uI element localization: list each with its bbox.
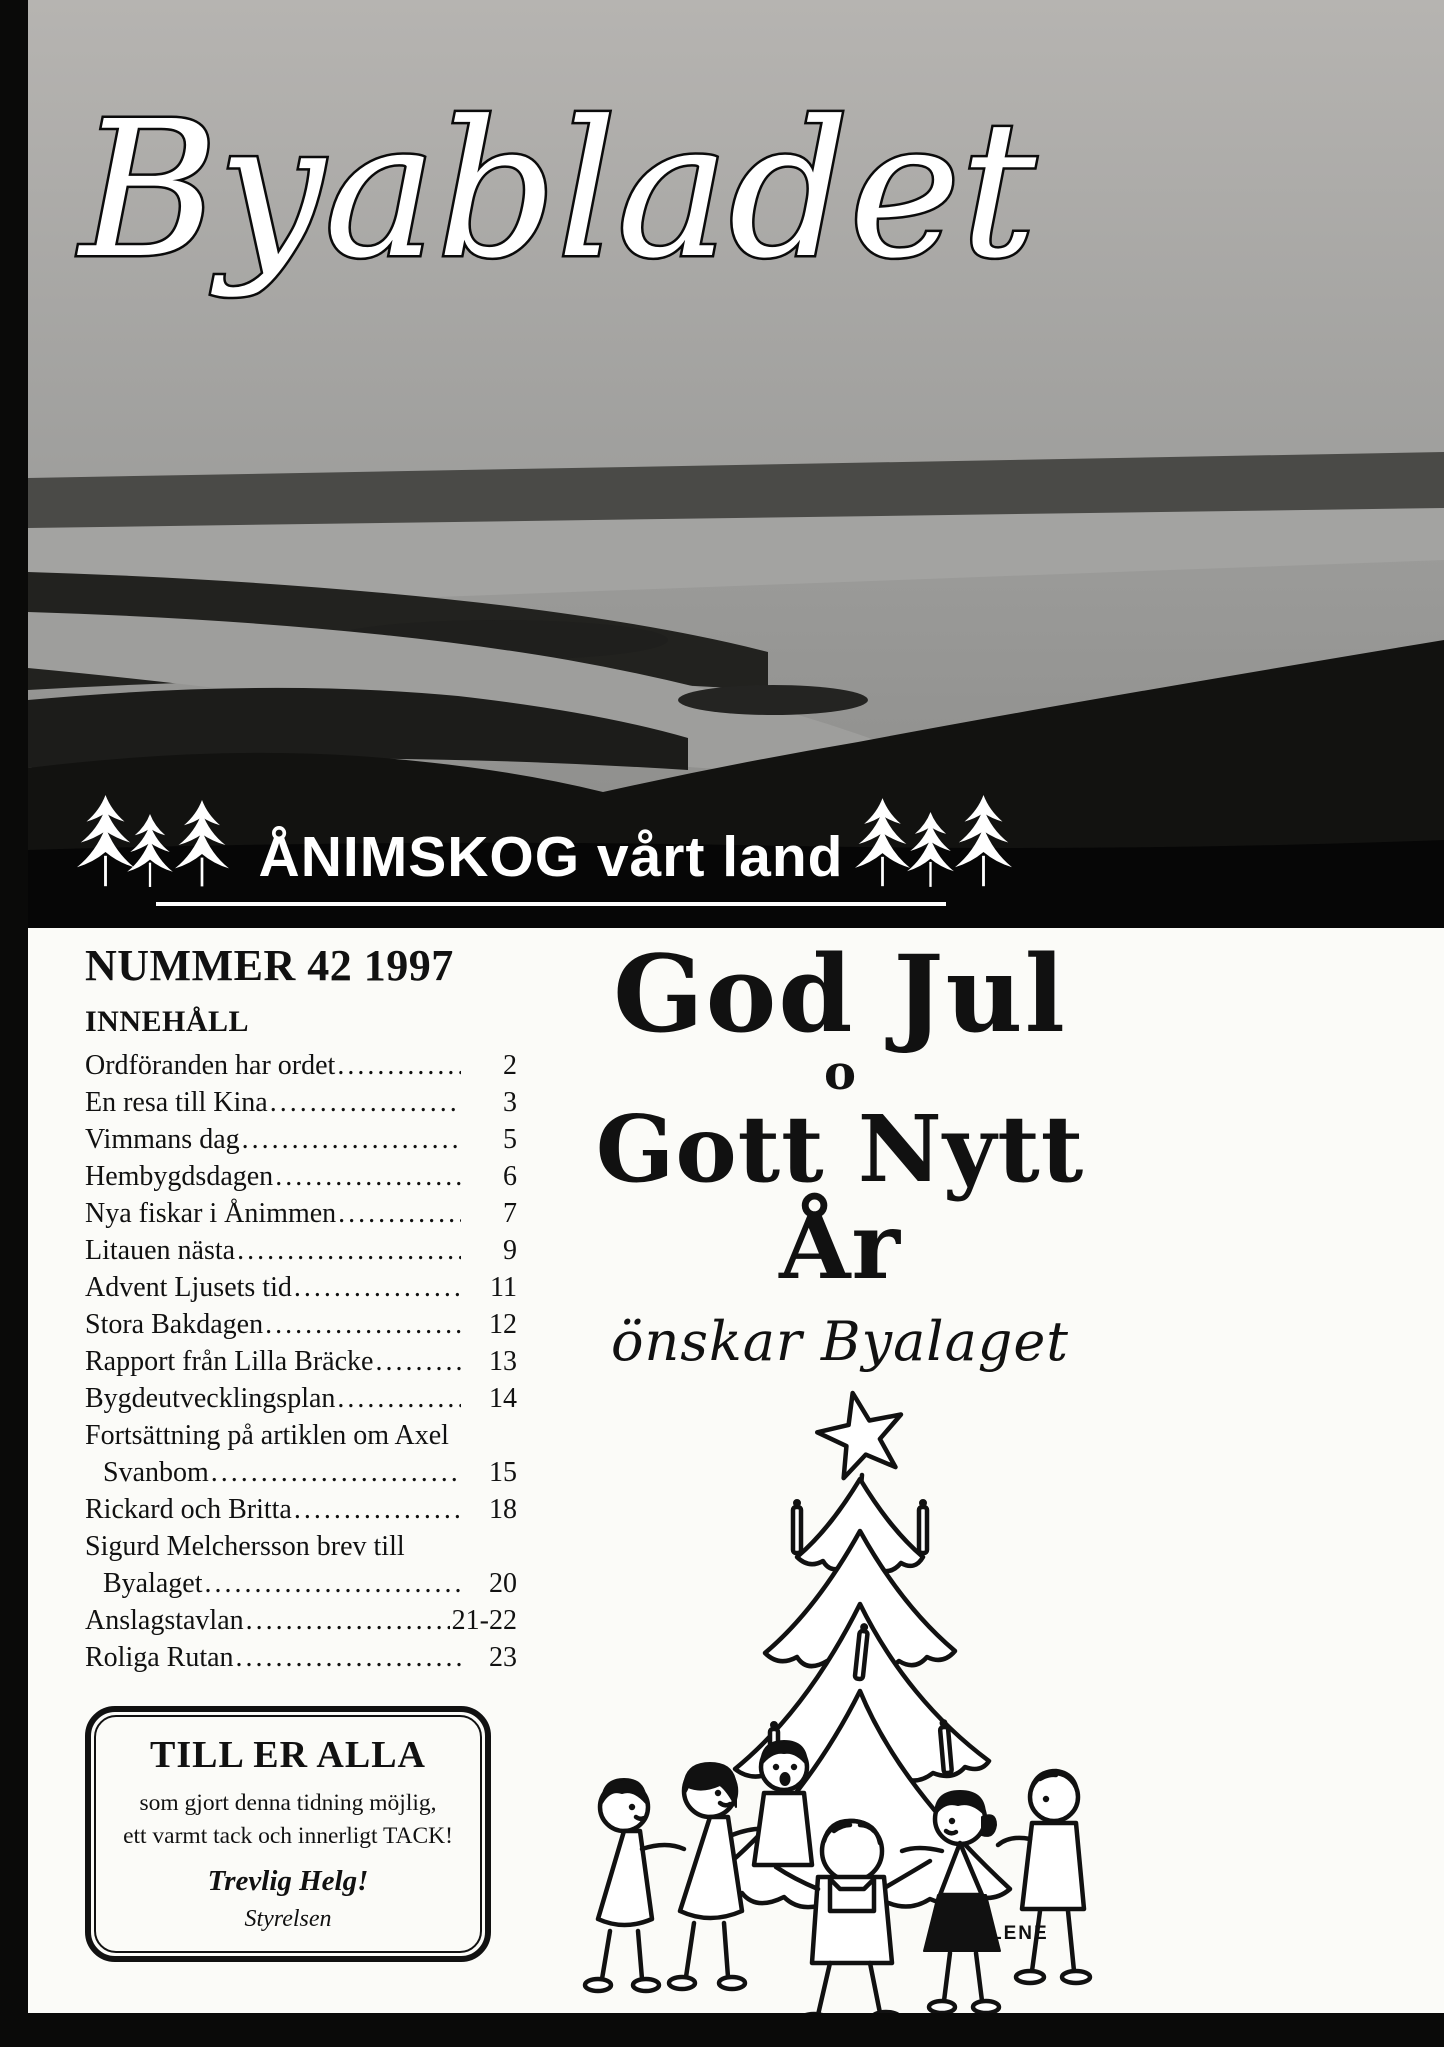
- toc-entry-page: 23: [489, 1642, 517, 1673]
- toc-row: [85, 1195, 517, 1232]
- star-icon: [811, 1385, 912, 1482]
- toc-entry-page: 18: [489, 1494, 517, 1525]
- banner-text: [257, 825, 846, 890]
- toc-row: [85, 1417, 517, 1454]
- toc-dot-leader: [265, 1306, 461, 1343]
- toc-row: [85, 1565, 517, 1602]
- toc-entry-page: 2: [503, 1050, 517, 1081]
- banner-region: ÅNIMSKOG: [258, 825, 581, 889]
- toc-row: [85, 1121, 517, 1158]
- toc-row: [85, 1158, 517, 1195]
- toc-row: [85, 1047, 517, 1084]
- child-boy-far-right: [998, 1771, 1090, 1983]
- greeting-line-3: Gott Nytt År: [595, 1095, 1085, 1300]
- toc-dot-leader: [337, 1380, 461, 1417]
- toc-dot-leader: [294, 1269, 461, 1306]
- toc-row: [85, 1528, 517, 1565]
- christmas-tree-children-illustration: [562, 1379, 1118, 2039]
- toc-entry-label: Litauen nästa: [85, 1235, 236, 1266]
- toc-row: [85, 1602, 517, 1639]
- toc-entry-label: En resa till Kina: [85, 1087, 268, 1118]
- toc-entry-page: 15: [489, 1457, 517, 1488]
- thanks-box-line-2: ett varmt tack och innerligt TACK!: [123, 1822, 453, 1849]
- toc-entry-page: 13: [489, 1346, 517, 1377]
- toc-dot-leader: [337, 1047, 461, 1084]
- banner: [156, 790, 946, 906]
- toc-row: [85, 1232, 517, 1269]
- toc-dot-leader: [237, 1232, 461, 1269]
- toc-heading: INNEHÅLL: [85, 1005, 250, 1038]
- cover-photo: [28, 0, 1444, 928]
- toc-entry-page: 11: [490, 1272, 517, 1303]
- toc-entry-label: Nya fiskar i Ånimmen: [85, 1198, 337, 1229]
- toc-row: [85, 1491, 517, 1528]
- greeting-column: [540, 931, 1140, 2044]
- toc-entry-page: 7: [503, 1198, 517, 1229]
- issue-info-column: [85, 940, 517, 1962]
- toc-row: [85, 1639, 517, 1676]
- greeting-line-4: önskar Byalaget: [611, 1310, 1069, 1374]
- toc-entry-label: Stora Bakdagen: [85, 1309, 264, 1340]
- thanks-box: [85, 1706, 491, 1962]
- toc-entry-page: 14: [489, 1383, 517, 1414]
- toc-entry-label: Svanbom: [103, 1457, 209, 1488]
- newsletter-title: [79, 30, 1037, 340]
- toc-entry-page: 5: [503, 1124, 517, 1155]
- toc-row: [85, 1343, 517, 1380]
- binding-strip: [0, 0, 28, 2047]
- toc-entry-label: Roliga Rutan: [85, 1642, 234, 1673]
- toc-entry-page: 12: [489, 1309, 517, 1340]
- toc-entry-label: Rickard och Britta: [85, 1494, 292, 1525]
- toc-list: [85, 1047, 517, 1676]
- toc-dot-leader: [205, 1565, 461, 1602]
- toc-entry-label: Sigurd Melchersson brev till: [85, 1531, 405, 1562]
- toc-entry-label: Fortsättning på artiklen om Axel: [85, 1420, 449, 1451]
- toc-dot-leader: [270, 1084, 461, 1121]
- bottom-bar: [28, 2013, 1444, 2047]
- thanks-box-inner: [94, 1715, 482, 1953]
- toc-row: [85, 1454, 517, 1491]
- toc-row: [85, 1084, 517, 1121]
- toc-dot-leader: [338, 1195, 461, 1232]
- greeting-line-1: God Jul: [613, 931, 1067, 1056]
- fir-trees-left-icon: [77, 790, 247, 890]
- toc-entry-label: Advent Ljusets tid: [85, 1272, 292, 1303]
- toc-dot-leader: [236, 1639, 461, 1676]
- toc-entry-page: 21-22: [451, 1605, 517, 1636]
- newsletter-title-text: Byabladet: [79, 81, 1037, 300]
- greeting-line-2: o: [823, 1045, 856, 1102]
- thanks-box-signoff: Styrelsen: [244, 1905, 332, 1932]
- issue-number-heading: NUMMER 42 1997: [85, 941, 454, 990]
- toc-dot-leader: [375, 1343, 461, 1380]
- child-boy-bowtie: [754, 1741, 812, 1865]
- toc-entry-label: Byalaget: [103, 1568, 203, 1599]
- toc-entry-page: 9: [503, 1235, 517, 1266]
- toc-dot-leader: [246, 1602, 450, 1639]
- toc-entry-label: Hembygdsdagen: [85, 1161, 274, 1192]
- toc-entry-label: Bygdeutvecklingsplan: [85, 1383, 336, 1414]
- toc-entry-label: Ordföranden har ordet: [85, 1050, 336, 1081]
- fir-trees-right-icon: [855, 790, 1025, 890]
- toc-entry-label: Anslagstavlan: [85, 1605, 244, 1636]
- banner-slogan: vårt land: [596, 825, 844, 889]
- toc-entry-page: 6: [503, 1161, 517, 1192]
- toc-row: [85, 1306, 517, 1343]
- toc-dot-leader: [211, 1454, 461, 1491]
- toc-entry-page: 20: [489, 1568, 517, 1599]
- thanks-box-title: TILL ER ALLA: [150, 1734, 426, 1776]
- child-girl-far-left: [585, 1779, 684, 1991]
- illustration-signature: LENE: [990, 1923, 1049, 1945]
- toc-entry-label: Rapport från Lilla Bräcke: [85, 1346, 374, 1377]
- thanks-box-line-1: som gjort denna tidning möjlig,: [139, 1790, 437, 1816]
- toc-dot-leader: [294, 1491, 461, 1528]
- toc-dot-leader: [242, 1121, 461, 1158]
- thanks-box-greeting: Trevlig Helg!: [207, 1864, 369, 1897]
- toc-dot-leader: [275, 1158, 461, 1195]
- toc-row: [85, 1380, 517, 1417]
- toc-entry-label: Vimmans dag: [85, 1124, 240, 1155]
- toc-entry-page: 3: [503, 1087, 517, 1118]
- toc-row: [85, 1269, 517, 1306]
